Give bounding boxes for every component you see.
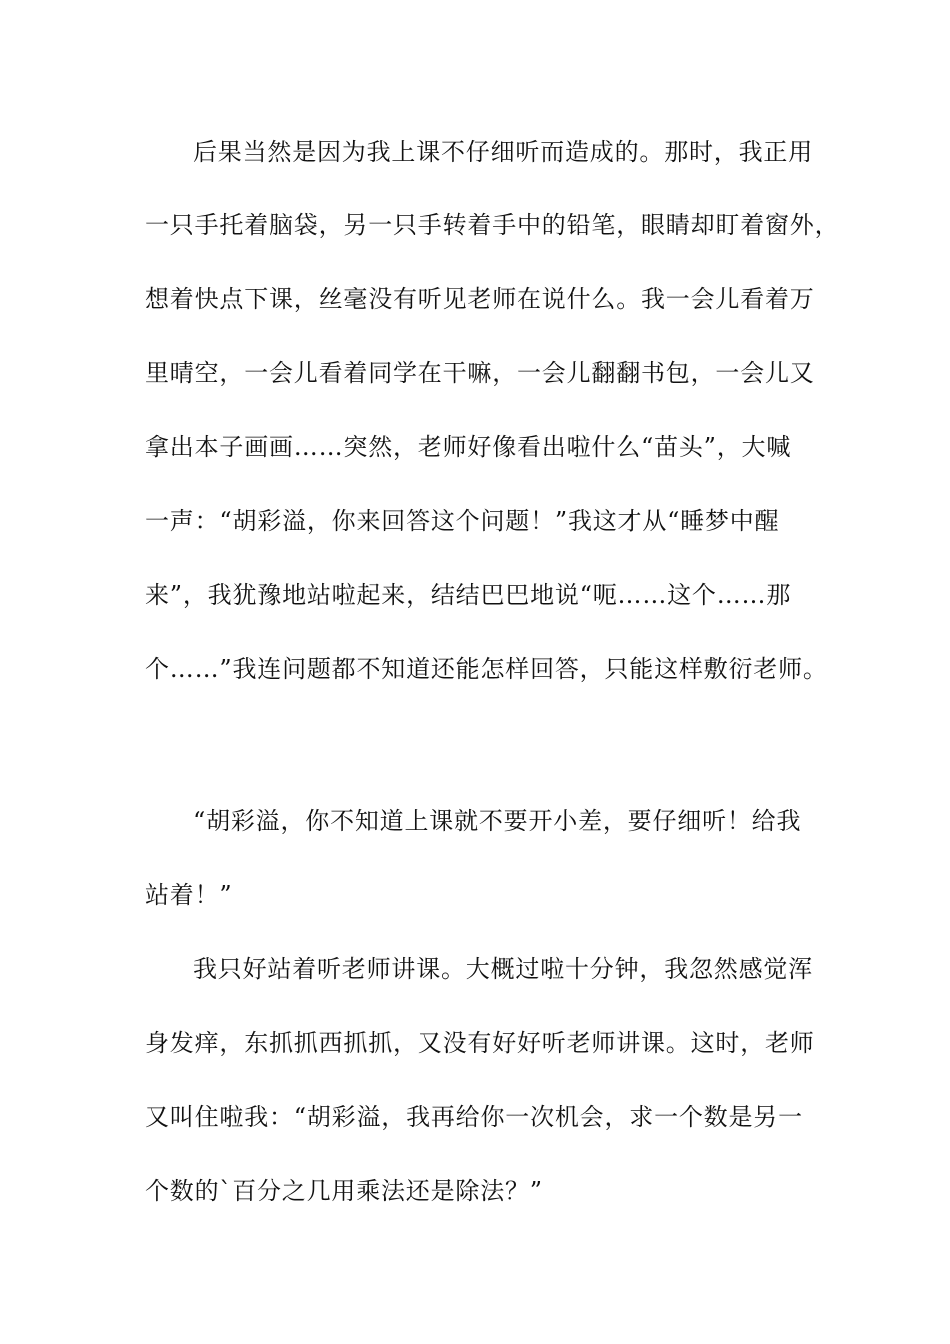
paragraph-1-line-7: 来”，我犹豫地站啦起来，结结巴巴地说“呃……这个……那 [145, 581, 792, 609]
paragraph-1-line-5: 拿出本子画画……突然，老师好像看出啦什么“苗头”，大喊 [145, 433, 792, 461]
paragraph-1-line-8: 个……”我连问题都不知道还能怎样回答，只能这样敷衍老师。 [145, 655, 828, 683]
paragraph-1-line-4: 里晴空，一会儿看着同学在干嘛，一会儿翻翻书包，一会儿又 [145, 359, 815, 387]
paragraph-3-line-3: 又叫住啦我：“胡彩溢，我再给你一次机会，求一个数是另一 [145, 1103, 803, 1131]
paragraph-3-line-1: 我只好站着听老师讲课。大概过啦十分钟，我忽然感觉浑 [193, 955, 813, 983]
paragraph-1-line-3: 想着快点下课，丝毫没有听见老师在说什么。我一会儿看着万 [145, 285, 815, 313]
paragraph-2-line-1: “胡彩溢，你不知道上课就不要开小差，要仔细听！给我 [193, 807, 802, 835]
paragraph-1-line-6: 一声：“胡彩溢，你来回答这个问题！”我这才从“睡梦中醒 [145, 507, 780, 535]
paragraph-3-line-2: 身发痒，东抓抓西抓抓，又没有好好听老师讲课。这时，老师 [145, 1029, 815, 1057]
paragraph-3-line-4: 个数的`百分之几用乘法还是除法？” [145, 1177, 543, 1205]
paragraph-2-line-2: 站着！” [145, 881, 233, 909]
paragraph-1-line-2: 一只手托着脑袋，另一只手转着手中的铅笔，眼睛却盯着窗外， [145, 211, 840, 239]
paragraph-1-line-1: 后果当然是因为我上课不仔细听而造成的。那时，我正用 [193, 138, 813, 166]
